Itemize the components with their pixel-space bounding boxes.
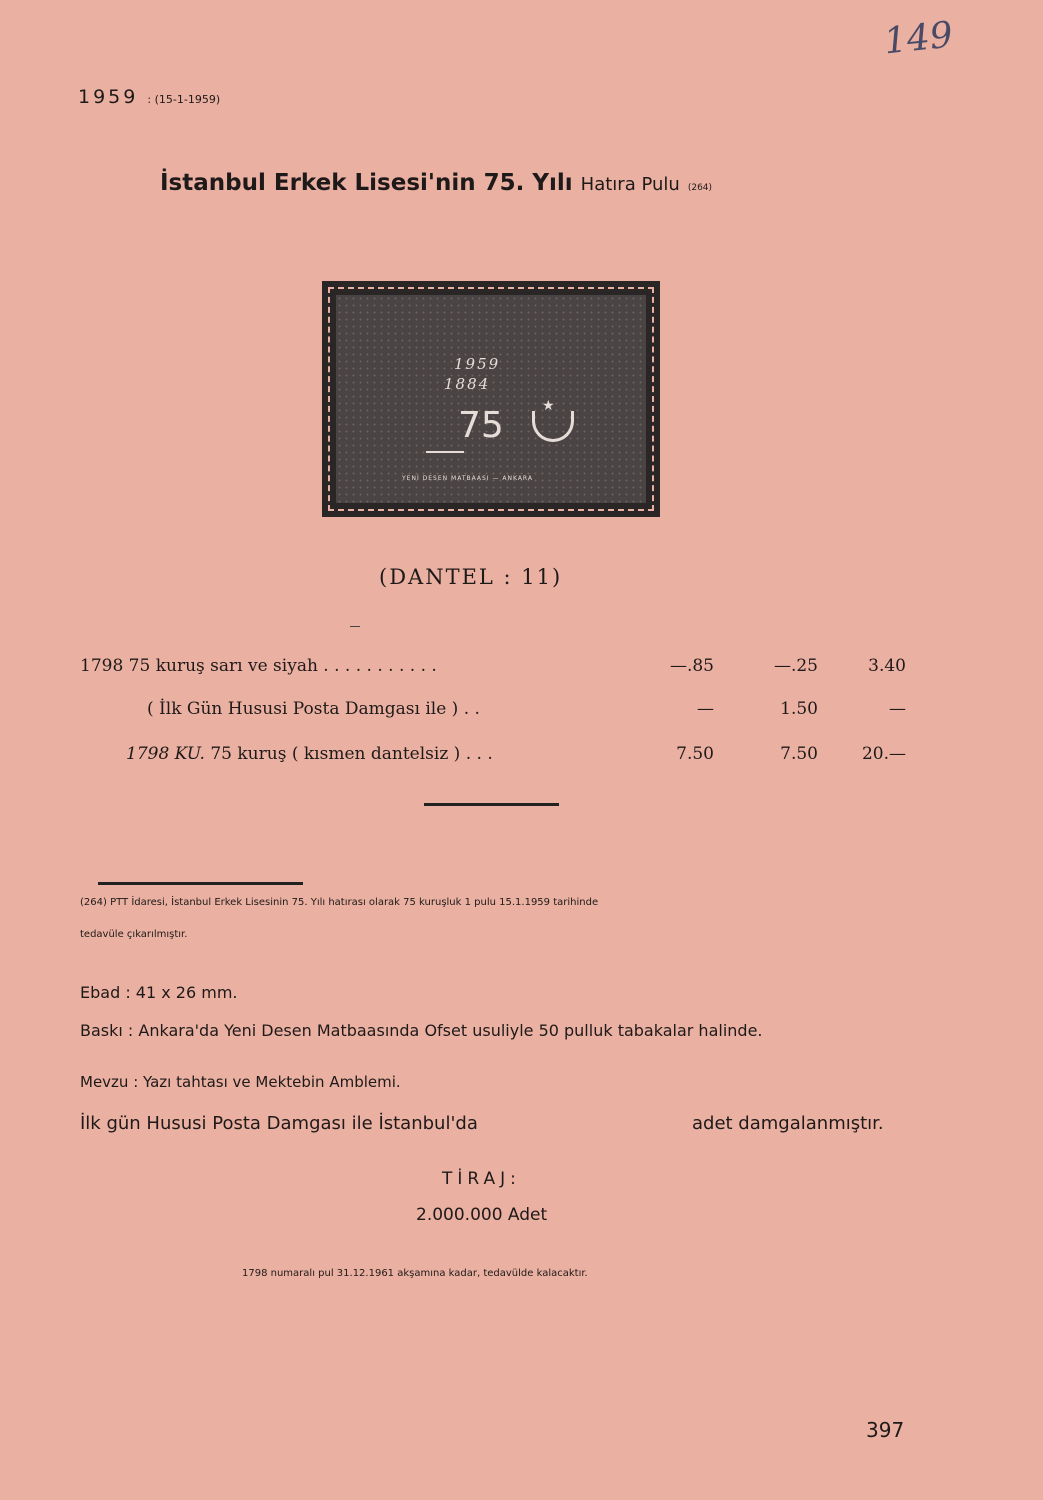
handwritten-page-number: 149 [882, 14, 955, 63]
price-value: — [889, 699, 906, 719]
perforation-label: (DANTEL : 11) [379, 565, 563, 589]
stamped-count-text: adet damgalanmıştır. [692, 1113, 884, 1134]
price-row-desc [126, 744, 493, 764]
printing-text: Baskı : Ankara'da Yeni Desen Matbaasında Ofset usuliyle 50 pulluk tabakalar halinde. [80, 1021, 763, 1040]
footnote-line-2: tedavüle çıkarılmıştır. [80, 929, 188, 940]
price-value: —.85 [669, 656, 714, 676]
stamp-blackboard [336, 295, 646, 503]
stamp-year-bottom: 1884 [444, 375, 491, 393]
year: 1959 [78, 86, 139, 108]
first-day-text: İlk gün Hususi Posta Damgası ile İstanbul'da [80, 1113, 478, 1134]
star-icon: ★ [542, 399, 555, 414]
price-value: —.25 [773, 656, 818, 676]
price-row-desc: ( İlk Gün Hususi Posta Damgası ile ) . . [147, 699, 480, 719]
stamp-printer-text: YENİ DESEN MATBAASI — ANKARA [402, 475, 533, 482]
price-value: 7.50 [676, 744, 714, 764]
price-value: 7.50 [780, 744, 818, 764]
dimensions-text: Ebad : 41 x 26 mm. [80, 983, 238, 1002]
price-value: 3.40 [868, 656, 906, 676]
title-footnote-ref: (264) [687, 183, 713, 193]
price-value: — [697, 699, 714, 719]
issue-date: : (15-1-1959) [147, 93, 221, 106]
catalog-code: 1798 KU. [126, 744, 205, 764]
divider-dash [350, 626, 360, 627]
validity-note: 1798 numaralı pul 31.12.1961 akşamına kadar, tedavülde kalacaktır. [242, 1268, 588, 1279]
page-number: 397 [866, 1418, 905, 1442]
section-divider [424, 803, 559, 806]
footnote-line-1: (264) PTT İdaresi, İstanbul Erkek Lisesinin 75. Yılı hatırası olarak 75 kuruşluk 1 pulu 15.1.1959 tarihinde [80, 897, 599, 908]
stamp-image [322, 281, 660, 517]
stamp-year-top: 1959 [454, 355, 501, 373]
stamp-chalk-line [426, 451, 464, 453]
price-row-desc: 1798 75 kuruş sarı ve siyah . . . . . . . . . . . [80, 656, 437, 676]
subject-text: Mevzu : Yazı tahtası ve Mektebin Amblemi. [80, 1073, 401, 1091]
circulation-label: TİRAJ: [442, 1169, 521, 1189]
page-title [160, 170, 712, 196]
title-light: Hatıra Pulu [580, 174, 680, 195]
price-row-text: 75 kuruş ( kısmen dantelsiz ) . . . [210, 744, 493, 764]
circulation-amount: 2.000.000 Adet [416, 1205, 548, 1225]
stamp-value: 75 [458, 405, 504, 446]
footnote-rule [98, 882, 303, 885]
price-value: 20.— [861, 744, 906, 764]
price-value: 1.50 [780, 699, 818, 719]
year-header [78, 86, 220, 108]
title-bold: İstanbul Erkek Lisesi'nin 75. Yılı [160, 170, 573, 196]
crescent-emblem-icon [532, 411, 574, 442]
